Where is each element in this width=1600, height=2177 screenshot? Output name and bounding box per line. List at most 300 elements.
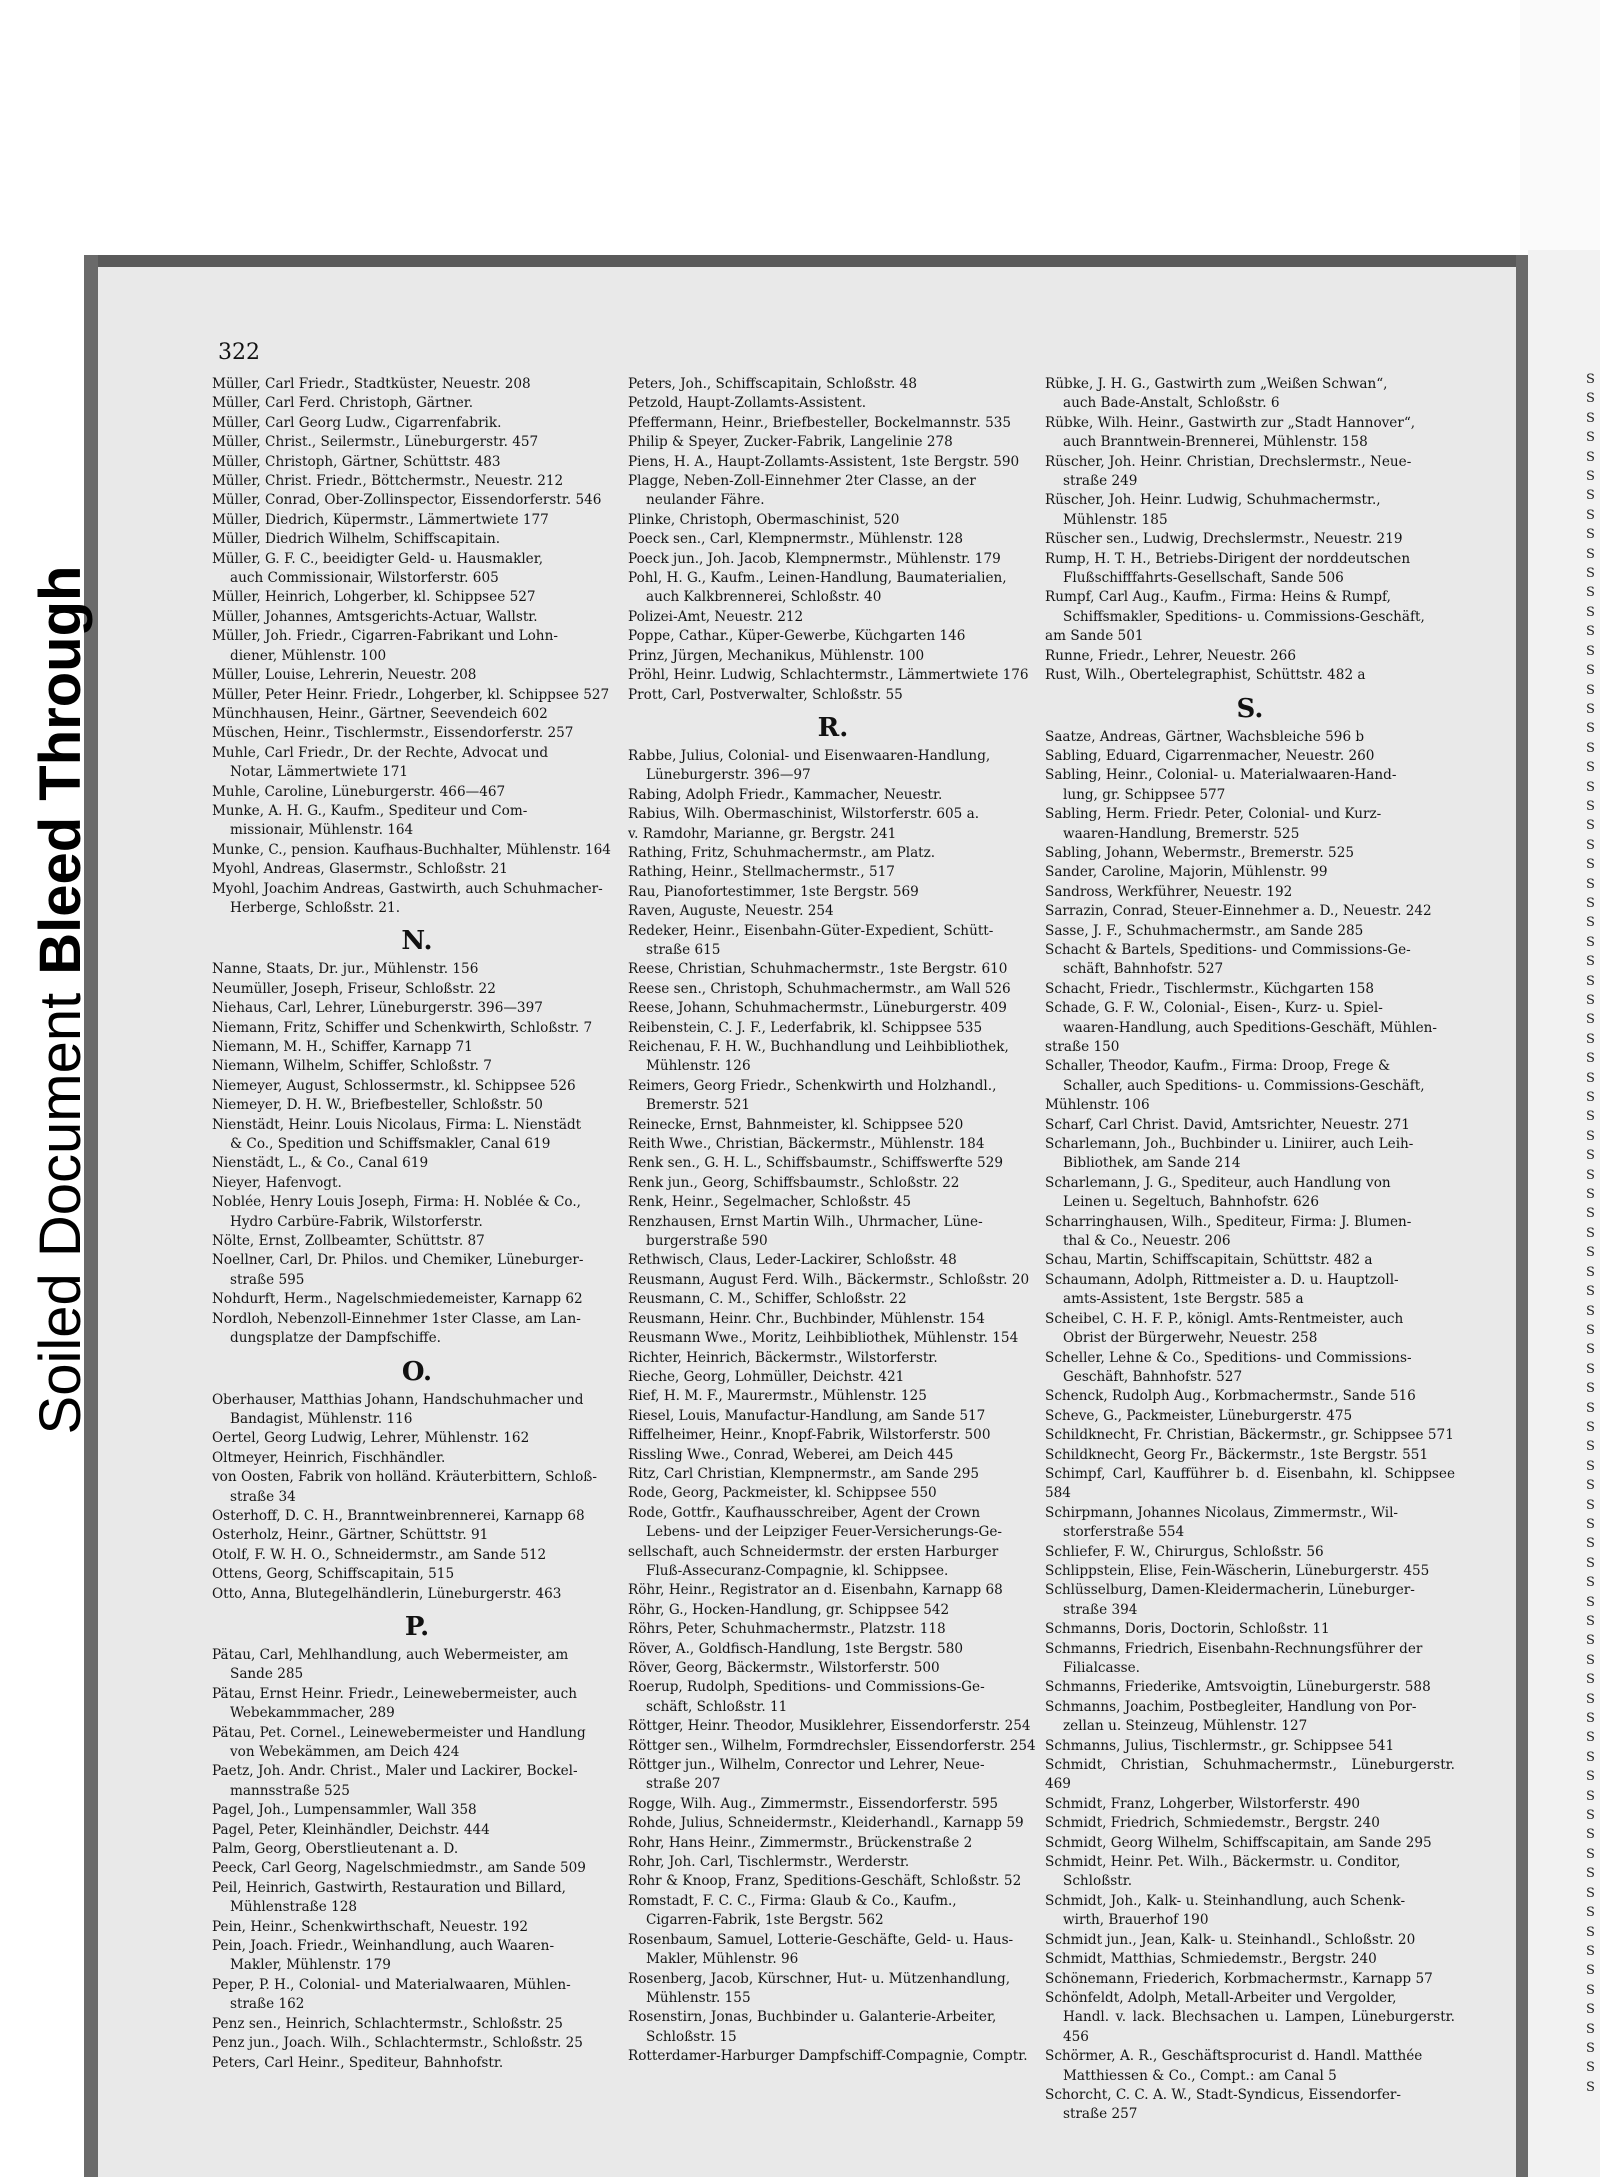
entry-text: Schmidt jun., Jean, Kalk- u. Steinhandl., Schloßstr. 20 — [1045, 1931, 1416, 1948]
margin-mark: S — [1586, 837, 1595, 853]
entry-continuation: auch Kalkbrennerei, Schloßstr. 40 — [646, 589, 882, 606]
directory-entry — [212, 588, 622, 607]
entry-text: Plinke, Christoph, Obermaschinist, 520 — [628, 511, 900, 528]
directory-entry — [212, 1801, 622, 1820]
entry-continuation: burgerstraße 590 — [646, 1233, 768, 1250]
entry-text: Sarrazin, Conrad, Steuer-Einnehmer a. D., Neuestr. 242 — [1045, 903, 1432, 920]
margin-mark: S — [1586, 1497, 1595, 1513]
entry-text: Renk jun., Georg, Schiffsbaumstr., Schloßstr. 22 — [628, 1174, 960, 1191]
directory-entry — [1045, 1057, 1455, 1096]
directory-entry — [628, 1426, 1038, 1445]
directory-entry — [212, 1057, 622, 1076]
directory-entry — [212, 1193, 622, 1232]
directory-entry — [628, 1601, 1038, 1620]
directory-entry — [1045, 1387, 1455, 1406]
entry-text: Schlippstein, Elise, Fein-Wäscherin, Lüneburgerstr. 455 — [1045, 1562, 1430, 1579]
entry-continuation: straße 34 — [230, 1488, 296, 1505]
entry-continuation: Schiffsmakler, Speditions- u. Commissions-Geschäft, — [1063, 608, 1425, 625]
directory-entry — [1045, 1349, 1455, 1388]
entry-text: Rüscher, Joh. Heinr. Christian, Drechslermstr., Neue- — [1045, 453, 1412, 470]
entry-text: straße 150 — [1045, 1039, 1120, 1055]
directory-entry — [212, 783, 622, 802]
directory-entry — [212, 608, 622, 627]
directory-entry — [1045, 1407, 1455, 1426]
directory-entry — [1045, 627, 1455, 646]
entry-text: Scheve, G., Packmeister, Lüneburgerstr. 475 — [1045, 1407, 1353, 1424]
entry-continuation: Mühlenstr. 155 — [646, 1989, 751, 2006]
entry-text: Scharf, Carl Christ. David, Amtsrichter, Neuestr. 271 — [1045, 1116, 1410, 1133]
entry-continuation: missionair, Mühlenstr. 164 — [230, 822, 414, 839]
margin-mark: S — [1586, 1866, 1595, 1882]
entry-text: Schmanns, Julius, Tischlermstr., gr. Schippsee 541 — [1045, 1737, 1395, 1754]
directory-entry — [212, 375, 622, 394]
directory-entry — [628, 1174, 1038, 1193]
margin-mark: S — [1586, 372, 1595, 387]
directory-entry — [212, 666, 622, 685]
margin-mark: S — [1586, 1225, 1595, 1241]
entry-continuation: Filialcasse. — [1063, 1660, 1140, 1676]
directory-entry — [1045, 747, 1455, 766]
directory-entry — [212, 1116, 622, 1155]
entry-text: Sander, Caroline, Majorin, Mühlenstr. 99 — [1045, 864, 1328, 881]
directory-entry — [1045, 1504, 1455, 1543]
margin-mark: S — [1586, 1167, 1595, 1183]
margin-mark: S — [1586, 954, 1595, 970]
entry-text: Müller, Diedrich Wilhelm, Schiffscapitain. — [212, 531, 501, 548]
entry-text: Röttger, Heinr. Theodor, Musiklehrer, Eissendorferstr. 254 — [628, 1718, 1031, 1735]
directory-entry — [212, 550, 622, 589]
directory-entry — [628, 1310, 1038, 1329]
entry-text: Rohde, Julius, Schneidermstr., Kleiderhandl., Karnapp 59 — [628, 1815, 1024, 1832]
entry-text: Müller, Christoph, Gärtner, Schüttstr. 483 — [212, 453, 501, 470]
directory-entry — [628, 394, 1038, 413]
entry-text: Pagel, Joh., Lumpensammler, Wall 358 — [212, 1802, 477, 1819]
entry-text: Scheibel, C. H. F. P., königl. Amts-Rentmeister, auch — [1045, 1310, 1404, 1327]
entry-text: Nienstädt, L., & Co., Canal 619 — [212, 1155, 429, 1172]
entry-text: Rohr, Joh. Carl, Tischlermstr., Werderstr. — [628, 1854, 910, 1871]
directory-entry — [628, 980, 1038, 999]
entry-continuation: mannsstraße 525 — [230, 1782, 350, 1799]
entry-text: Rosenstirn, Jonas, Buchbinder u. Galanterie-Arbeiter, — [628, 2009, 997, 2026]
margin-mark: S — [1586, 488, 1595, 504]
directory-entry — [628, 627, 1038, 646]
entry-text: Otto, Anna, Blutegelhändlerin, Lüneburgerstr. 463 — [212, 1585, 562, 1602]
directory-entry — [1045, 666, 1455, 685]
entry-text: Schau, Martin, Schiffscapitain, Schüttstr. 482 a — [1045, 1252, 1373, 1269]
directory-entry — [212, 394, 622, 413]
entry-text: Müller, Carl Friedr., Stadtküster, Neuestr. 208 — [212, 376, 531, 392]
directory-entry — [628, 2008, 1038, 2047]
directory-entry — [1045, 1640, 1455, 1679]
entry-text: Pagel, Peter, Kleinhändler, Deichstr. 444 — [212, 1821, 490, 1838]
directory-entry — [1045, 1989, 1455, 2047]
directory-entry — [212, 627, 622, 666]
directory-entry — [1045, 2047, 1455, 2086]
directory-entry — [212, 1585, 622, 1604]
section-letter-heading: S. — [1236, 693, 1264, 724]
entry-text: Schmanns, Friederike, Amtsvoigtin, Lüneburgerstr. 588 — [1045, 1679, 1431, 1696]
entry-text: Rissling Wwe., Conrad, Weberei, am Deich 445 — [628, 1446, 954, 1463]
section-letter-heading: O. — [401, 1356, 433, 1387]
directory-entry — [628, 1620, 1038, 1639]
margin-mark: S — [1586, 1264, 1595, 1280]
directory-entry — [1045, 588, 1455, 627]
directory-entry — [628, 1019, 1038, 1038]
directory-entry — [1045, 883, 1455, 902]
entry-text: Röhr, G., Hocken-Handlung, gr. Schippsee 542 — [628, 1601, 950, 1618]
entry-text: Rode, Georg, Packmeister, kl. Schippsee 550 — [628, 1485, 937, 1502]
margin-mark: S — [1586, 566, 1595, 582]
directory-entry — [1045, 1756, 1455, 1795]
entry-text: Niehaus, Carl, Lehrer, Lüneburgerstr. 396—397 — [212, 1000, 543, 1017]
entry-continuation: Flußschifffahrts-Gesellschaft, Sande 506 — [1063, 570, 1344, 587]
entry-continuation: Obrist der Bürgerwehr, Neuestr. 258 — [1063, 1330, 1318, 1347]
entry-text: Reith Wwe., Christian, Bäckermstr., Mühlenstr. 184 — [628, 1136, 985, 1153]
entry-text: Romstadt, F. C. C., Firma: Glaub & Co., Kaufm., — [628, 1892, 957, 1909]
entry-text: Renzhausen, Ernst Martin Wilh., Uhrmacher, Lüne- — [628, 1213, 983, 1230]
entry-text: Scharringhausen, Wilh., Spediteur, Firma: J. Blumen- — [1045, 1213, 1412, 1230]
entry-text: Schaller, Theodor, Kaufm., Firma: Droop, Frege & — [1045, 1058, 1391, 1075]
directory-entry — [628, 1853, 1038, 1872]
entry-text: Schmidt, Christian, Schuhmachermstr., Lüneburgerstr. 469 — [1045, 1757, 1455, 1793]
margin-mark: S — [1586, 798, 1595, 814]
margin-mark: S — [1586, 1827, 1595, 1843]
directory-entry — [628, 472, 1038, 511]
entry-text: Pätau, Ernst Heinr. Friedr., Leinewebermeister, auch — [212, 1685, 577, 1702]
entry-text: Röver, Georg, Bäckermstr., Wilstorferstr. 500 — [628, 1660, 940, 1676]
margin-mark: S — [1586, 1652, 1595, 1668]
entry-text: Schörmer, A. R., Geschäftsprocurist d. Handl. Matthée — [1045, 2048, 1423, 2065]
margin-mark: S — [1586, 1594, 1595, 1610]
margin-mark: S — [1586, 740, 1595, 756]
directory-entry — [1045, 1562, 1455, 1581]
directory-entry — [628, 1193, 1038, 1212]
entry-text: Rust, Wilh., Obertelegraphist, Schüttstr. 482 a — [1045, 667, 1366, 684]
directory-entry — [1045, 1970, 1455, 1989]
margin-mark: S — [1586, 1614, 1595, 1629]
entry-text: Reusmann, Heinr. Chr., Buchbinder, Mühlenstr. 154 — [628, 1310, 985, 1327]
directory-entry — [212, 980, 622, 999]
entry-text: Rieche, Georg, Lohmüller, Deichstr. 421 — [628, 1368, 905, 1385]
entry-continuation: straße 595 — [230, 1271, 305, 1288]
entry-text: von Oosten, Fabrik von holländ. Kräuterbittern, Schloß- — [212, 1469, 597, 1486]
directory-entry — [212, 1174, 622, 1193]
entry-continuation: Makler, Mühlenstr. 179 — [230, 1957, 391, 1974]
directory-entry — [212, 880, 622, 919]
scan-border-right — [1516, 255, 1528, 2177]
margin-mark: S — [1586, 993, 1595, 1008]
entry-text: Schildknecht, Fr. Christian, Bäckermstr., gr. Schippsee 571 — [1045, 1427, 1454, 1444]
directory-entry — [1045, 999, 1455, 1038]
margin-mark: S — [1586, 1691, 1595, 1707]
entry-text: Schmanns, Joachim, Postbegleiter, Handlung von Por- — [1045, 1698, 1417, 1715]
directory-entry — [628, 511, 1038, 530]
entry-text: Redeker, Heinr., Eisenbahn-Güter-Expedient, Schütt- — [628, 922, 994, 939]
directory-entry — [628, 747, 1038, 786]
directory-entry — [628, 960, 1038, 979]
entry-continuation: Matthiessen & Co., Compt.: am Canal 5 — [1063, 2067, 1337, 2084]
entry-text: Rief, H. M. F., Maurermstr., Mühlenstr. 125 — [628, 1388, 927, 1405]
directory-entry — [212, 1859, 622, 1878]
entry-text: Müller, Peter Heinr. Friedr., Lohgerber, kl. Schippsee 527 — [212, 686, 610, 703]
entry-continuation: Sande 285 — [230, 1666, 304, 1683]
directory-entry — [212, 705, 622, 724]
margin-mark: S — [1586, 1575, 1595, 1591]
entry-text: Reusmann Wwe., Moritz, Leihbibliothek, Mühlenstr. 154 — [628, 1330, 1019, 1347]
entry-text: Myohl, Joachim Andreas, Gastwirth, auch Schuhmacher- — [212, 880, 603, 897]
entry-text: Schmidt, Matthias, Schmiedemstr., Bergstr. 240 — [1045, 1951, 1377, 1968]
directory-entry — [628, 1484, 1038, 1503]
directory-entry — [1045, 1543, 1455, 1562]
directory-entry — [628, 1970, 1038, 2009]
entry-text: Otolf, F. W. H. O., Schneidermstr., am Sande 512 — [212, 1546, 547, 1563]
directory-entry — [1045, 1931, 1455, 1950]
entry-text: Niemann, Fritz, Schiffer und Schenkwirth, Schloßstr. 7 — [212, 1019, 593, 1036]
margin-mark: S — [1586, 527, 1595, 543]
entry-text: Munke, A. H. G., Kaufm., Spediteur und Com- — [212, 802, 528, 819]
entry-text: Sabling, Johann, Webermstr., Bremerstr. 525 — [1045, 844, 1355, 861]
margin-mark: S — [1586, 1361, 1595, 1377]
entry-text: Peper, P. H., Colonial- und Materialwaaren, Mühlen- — [212, 1976, 571, 1993]
directory-entry — [628, 1872, 1038, 1891]
margin-mark: S — [1586, 857, 1595, 873]
entry-text: Scharlemann, Joh., Buchbinder u. Liniirer, auch Leih- — [1045, 1136, 1414, 1153]
directory-entry — [628, 530, 1038, 549]
margin-mark: S — [1586, 2002, 1595, 2018]
directory-entry — [628, 1077, 1038, 1116]
entry-text: Röhrs, Peter, Schuhmachermstr., Platzstr. 118 — [628, 1621, 946, 1638]
directory-entry — [628, 453, 1038, 472]
margin-mark: S — [1586, 1419, 1595, 1435]
directory-entry — [628, 1581, 1038, 1600]
directory-entry — [212, 1840, 622, 1859]
margin-mark: S — [1586, 973, 1595, 989]
entry-continuation: auch Commissionair, Wilstorferstr. 605 — [230, 570, 499, 587]
entry-text: Nienstädt, Heinr. Louis Nicolaus, Firma: L. Nienstädt — [212, 1116, 582, 1133]
entry-text: Reimers, Georg Friedr., Schenkwirth und Holzhandl., — [628, 1077, 997, 1094]
directory-entry — [212, 1391, 622, 1430]
directory-entry — [212, 1724, 622, 1763]
entry-text: Oertel, Georg Ludwig, Lehrer, Mühlenstr. 162 — [212, 1430, 530, 1447]
entry-continuation: schäft, Schloßstr. 11 — [646, 1698, 788, 1715]
directory-entry — [1045, 1116, 1455, 1135]
entry-text: Scheller, Lehne & Co., Speditions- und Commissions- — [1045, 1349, 1412, 1366]
entry-text: Sasse, J. F., Schuhmachermstr., am Sande 285 — [1045, 922, 1364, 939]
entry-continuation: Bremerstr. 521 — [646, 1097, 750, 1114]
directory-entry — [212, 1685, 622, 1724]
document-status-banner — [20, 300, 100, 1700]
directory-entry — [1045, 1814, 1455, 1833]
directory-entry — [1045, 1310, 1455, 1349]
directory-entry — [1045, 1620, 1455, 1639]
entry-continuation: & Co., Spedition und Schiffsmakler, Canal 619 — [230, 1136, 551, 1153]
entry-text: Reinecke, Ernst, Bahnmeister, kl. Schippsee 520 — [628, 1116, 964, 1133]
entry-text: Röttger sen., Wilhelm, Formdrechsler, Eissendorferstr. 254 — [628, 1737, 1036, 1754]
directory-entry — [1045, 902, 1455, 921]
entry-text: Pröhl, Heinr. Ludwig, Schlachtermstr., Lämmertwiete 176 — [628, 667, 1029, 684]
directory-entry — [628, 1931, 1038, 1970]
directory-entry — [628, 1892, 1038, 1931]
margin-mark: S — [1586, 1439, 1595, 1455]
entry-text: Noblée, Henry Louis Joseph, Firma: H. Noblée & Co., — [212, 1194, 581, 1211]
entry-text: Neumüller, Joseph, Friseur, Schloßstr. 22 — [212, 980, 496, 997]
directory-entry — [628, 1387, 1038, 1406]
directory-entry — [628, 1446, 1038, 1465]
margin-mark: S — [1586, 1808, 1595, 1824]
entry-text: Niemann, M. H., Schiffer, Karnapp 71 — [212, 1039, 473, 1055]
directory-entry — [212, 1019, 622, 1038]
entry-text: Peil, Heinrich, Gastwirth, Restauration und Billard, — [212, 1879, 566, 1896]
directory-entry — [628, 1251, 1038, 1270]
entry-text: Richter, Heinrich, Bäckermstr., Wilstorferstr. — [628, 1349, 938, 1366]
margin-mark: S — [1586, 391, 1595, 407]
entry-text: Sabling, Eduard, Cigarrenmacher, Neuestr. 260 — [1045, 747, 1375, 764]
margin-mark: S — [1586, 1070, 1595, 1086]
directory-entry — [628, 375, 1038, 394]
directory-entry — [628, 569, 1038, 608]
entry-text: Osterholz, Heinr., Gärtner, Schüttstr. 91 — [212, 1527, 489, 1544]
entry-continuation: schäft, Bahnhofstr. 527 — [1063, 961, 1224, 978]
entry-continuation: straße 615 — [646, 941, 721, 958]
directory-entry — [212, 1232, 622, 1251]
entry-text: Rosenberg, Jacob, Kürschner, Hut- u. Mützenhandlung, — [628, 1970, 1011, 1987]
directory-entry — [628, 1659, 1038, 1678]
directory-entry — [1045, 1174, 1455, 1213]
entry-continuation: neulander Fähre. — [646, 492, 765, 509]
directory-entry — [212, 1526, 622, 1545]
directory-entry — [628, 902, 1038, 921]
entry-text: Rüscher, Joh. Heinr. Ludwig, Schuhmachermstr., — [1045, 492, 1381, 509]
entry-text: Pohl, H. G., Kaufm., Leinen-Handlung, Baumaterialien, — [628, 570, 1007, 587]
entry-text: Oberhauser, Matthias Johann, Handschuhmacher und — [212, 1391, 584, 1408]
directory-entry — [1045, 1446, 1455, 1465]
margin-mark: S — [1586, 1400, 1595, 1416]
entry-continuation: thal & Co., Neuestr. 206 — [1063, 1233, 1231, 1250]
entry-text: Ritz, Carl Christian, Klempnermstr., am Sande 295 — [628, 1465, 980, 1482]
entry-text: Münchhausen, Heinr., Gärtner, Seevendeich 602 — [212, 705, 548, 722]
directory-entry — [1045, 550, 1455, 589]
entry-text: Muhle, Carl Friedr., Dr. der Rechte, Advocat und — [212, 744, 549, 761]
entry-continuation: Leinen u. Segeltuch, Bahnhofstr. 626 — [1063, 1194, 1319, 1211]
directory-entry — [628, 550, 1038, 569]
entry-text: Müschen, Heinr., Tischlermstr., Eissendorferstr. 257 — [212, 725, 574, 742]
directory-entry — [212, 2015, 622, 2034]
bleed-through-margin-marks — [1586, 370, 1600, 2097]
margin-mark: S — [1586, 1555, 1595, 1571]
entry-text: Peters, Joh., Schiffscapitain, Schloßstr. 48 — [628, 376, 917, 392]
entry-text: Müller, Carl Georg Ludw., Cigarrenfabrik. — [212, 414, 502, 431]
directory-entry — [628, 666, 1038, 685]
directory-entry — [212, 1646, 622, 1685]
directory-entry — [1045, 922, 1455, 941]
directory-entry — [1045, 766, 1455, 805]
directory-entry — [1045, 414, 1455, 453]
directory-entry — [212, 1918, 622, 1937]
directory-entry — [1045, 1737, 1455, 1756]
page-number: 322 — [218, 340, 260, 365]
margin-mark: S — [1586, 1672, 1595, 1688]
directory-entry — [212, 860, 622, 879]
entry-text: Poppe, Cathar., Küper-Gewerbe, Küchgarten 146 — [628, 628, 966, 645]
entry-continuation: straße 162 — [230, 1996, 305, 2013]
directory-entry — [212, 414, 622, 433]
margin-mark: S — [1586, 1788, 1595, 1804]
entry-text: Reese, Christian, Schuhmachermstr., 1ste Bergstr. 610 — [628, 961, 1008, 978]
entry-text: Riesel, Louis, Manufactur-Handlung, am Sande 517 — [628, 1407, 986, 1424]
entry-continuation: von Webekämmen, am Deich 424 — [230, 1744, 460, 1760]
directory-entry — [1045, 844, 1455, 863]
entry-text: Piens, H. A., Haupt-Zollamts-Assistent, 1ste Bergstr. 590 — [628, 453, 1020, 470]
directory-entry — [212, 1762, 622, 1801]
entry-text: Oltmeyer, Heinrich, Fischhändler. — [212, 1449, 446, 1466]
entry-text: Niemann, Wilhelm, Schiffer, Schloßstr. 7 — [212, 1058, 492, 1075]
entry-continuation: waaren-Handlung, auch Speditions-Geschäft, Mühlen- — [1063, 1019, 1437, 1036]
directory-entry — [212, 1546, 622, 1565]
banner-bleed-label: Bleed Through — [27, 565, 93, 975]
entry-text: Röttger jun., Wilhelm, Conrector und Lehrer, Neue- — [628, 1757, 985, 1774]
margin-mark: S — [1586, 915, 1595, 931]
directory-entry — [212, 1429, 622, 1448]
entry-text: Nohdurft, Herm., Nagelschmiedemeister, Karnapp 62 — [212, 1291, 583, 1308]
directory-entry — [212, 1976, 622, 2015]
directory-entry — [1045, 1698, 1455, 1737]
entry-text: Schorcht, C. C. A. W., Stadt-Syndicus, Eissendorfer- — [1045, 2086, 1401, 2103]
entry-text: Schmanns, Doris, Doctorin, Schloßstr. 11 — [1045, 1621, 1330, 1638]
entry-text: Rosenbaum, Samuel, Lotterie-Geschäfte, Geld- u. Haus- — [628, 1931, 1014, 1948]
directory-entry — [1045, 1834, 1455, 1853]
entry-continuation: Cigarren-Fabrik, 1ste Bergstr. 562 — [646, 1912, 884, 1929]
entry-text: Myohl, Andreas, Glasermstr., Schloßstr. 21 — [212, 861, 508, 878]
entry-text: Schmidt, Joh., Kalk- u. Steinhandlung, auch Schenk- — [1045, 1892, 1406, 1909]
directory-entry — [628, 1834, 1038, 1853]
directory-entry — [212, 1565, 622, 1584]
directory-entry — [628, 1717, 1038, 1736]
entry-text: Rohr, Hans Heinr., Zimmermstr., Brückenstraße 2 — [628, 1834, 973, 1851]
entry-text: Petzold, Haupt-Zollamts-Assistent. — [628, 395, 867, 412]
section-letter-heading: P. — [404, 1611, 430, 1642]
margin-mark: S — [1586, 1633, 1595, 1649]
entry-continuation: Geschäft, Bahnhofstr. 527 — [1063, 1368, 1243, 1385]
directory-entry — [212, 1038, 622, 1057]
directory-entry — [1045, 980, 1455, 999]
margin-mark: S — [1586, 410, 1595, 426]
entry-text: Rabing, Adolph Friedr., Kammacher, Neuestr. — [628, 786, 943, 803]
column-3 — [1045, 375, 1455, 2125]
entry-text: sellschaft, auch Schneidermstr. der ersten Harburger — [628, 1543, 999, 1560]
directory-entry — [1045, 1892, 1455, 1931]
entry-continuation: lung, gr. Schippsee 577 — [1063, 786, 1226, 803]
directory-entry — [628, 1795, 1038, 1814]
entry-text: Rump, H. T. H., Betriebs-Dirigent der norddeutschen — [1045, 550, 1411, 567]
entry-text: Niemeyer, August, Schlossermstr., kl. Schippsee 526 — [212, 1077, 576, 1094]
entry-text: Pätau, Carl, Mehlhandlung, auch Webermeister, am — [212, 1646, 569, 1663]
directory-entry — [628, 825, 1038, 844]
directory-entry — [628, 608, 1038, 627]
directory-entry — [212, 744, 622, 783]
margin-mark: S — [1586, 1478, 1595, 1494]
directory-entry — [628, 1135, 1038, 1154]
directory-entry — [1045, 530, 1455, 549]
entry-text: Müller, Christ., Seilermstr., Lüneburgerstr. 457 — [212, 434, 539, 451]
margin-mark: S — [1586, 818, 1595, 834]
entry-text: Schacht & Bartels, Speditions- und Commissions-Ge- — [1045, 941, 1411, 958]
margin-mark: S — [1586, 1284, 1595, 1300]
entry-continuation: straße 207 — [646, 1776, 721, 1793]
entry-text: Schmanns, Friedrich, Eisenbahn-Rechnungsführer der — [1045, 1640, 1423, 1657]
margin-mark: S — [1586, 1885, 1595, 1901]
directory-entry — [212, 1310, 622, 1349]
entry-text: Müller, Diedrich, Küpermstr., Lämmertwiete 177 — [212, 511, 549, 528]
